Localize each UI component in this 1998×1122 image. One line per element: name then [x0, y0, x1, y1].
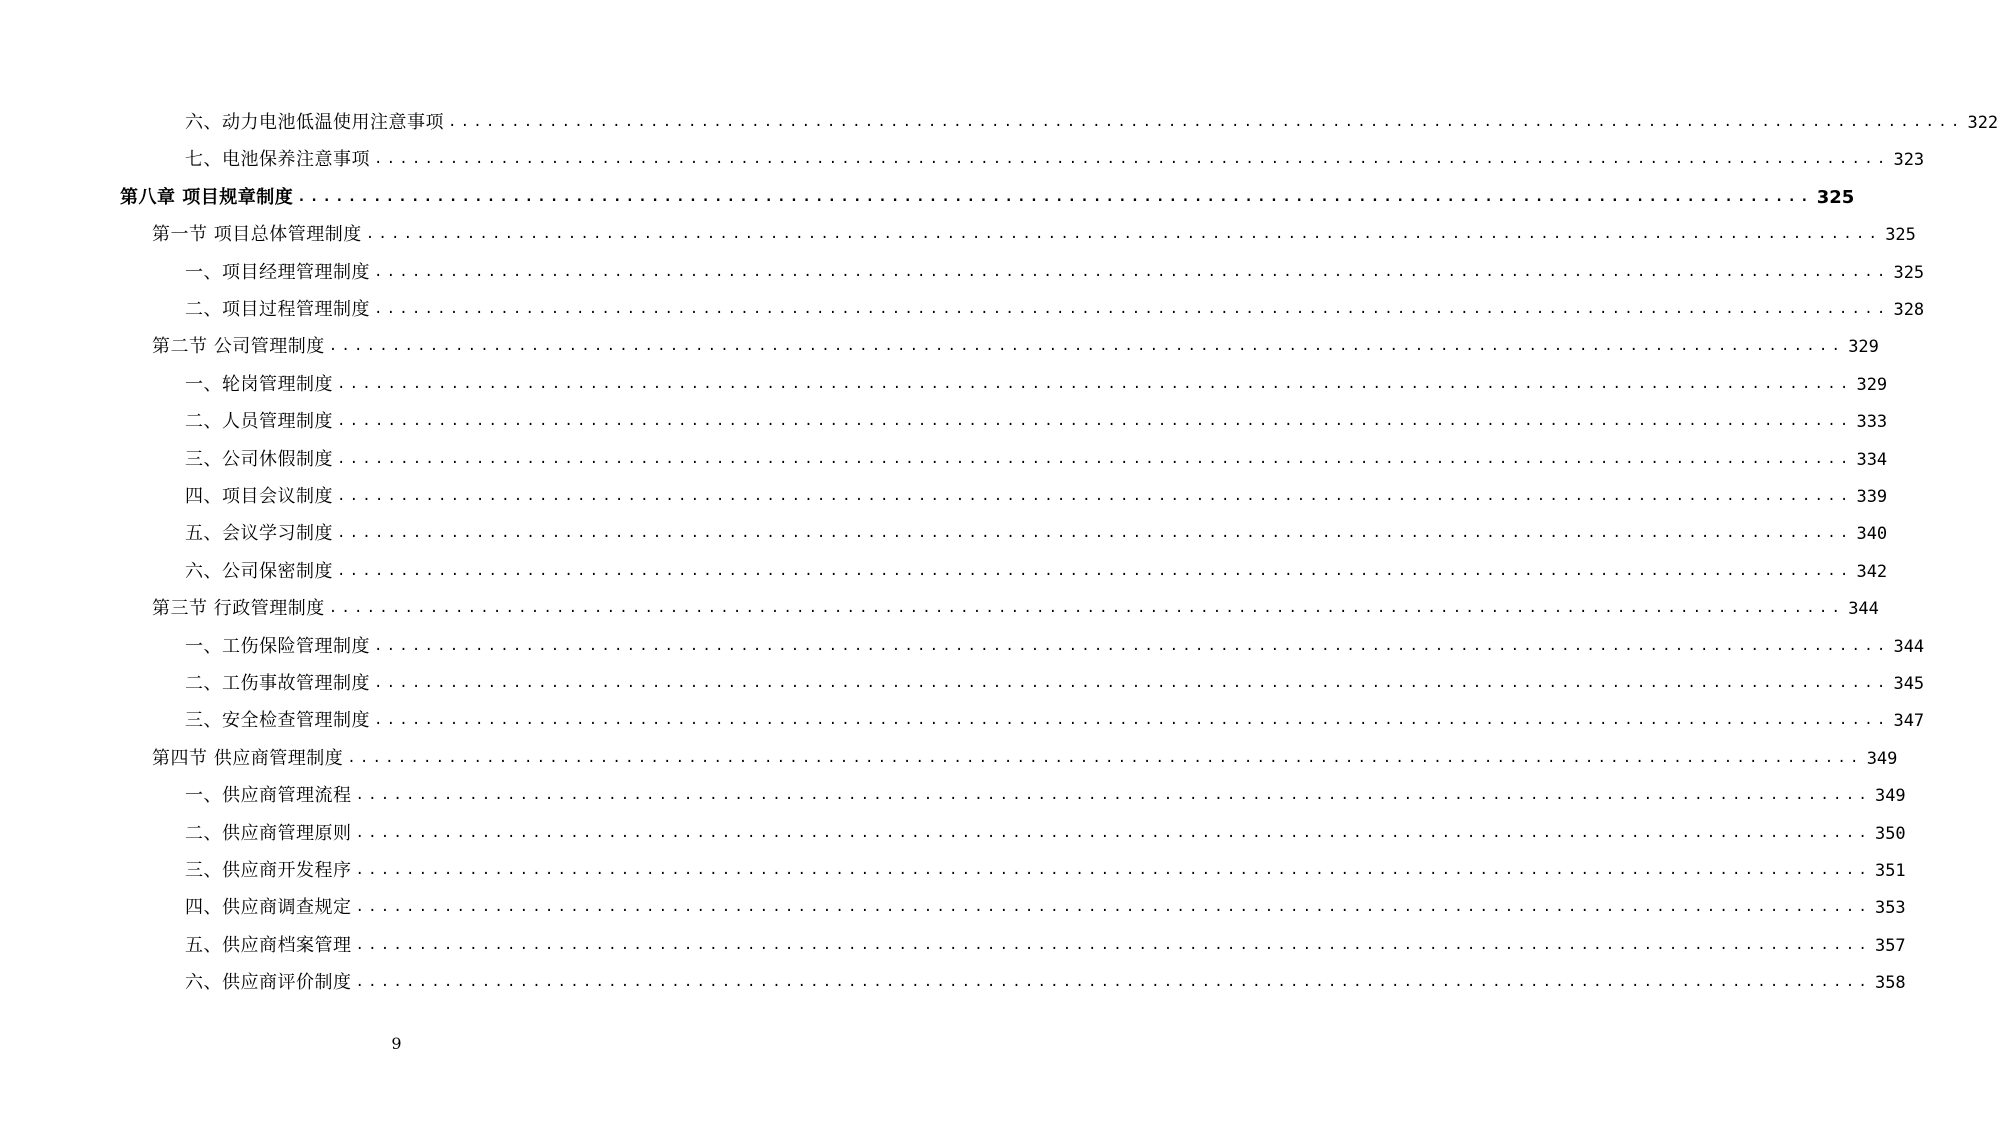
toc-leader-dots: ........................................................................................................................: [297, 188, 1813, 205]
toc-entry-page: 334: [1856, 449, 1888, 470]
toc-entry-page: 353: [1874, 898, 1906, 919]
toc-entry-title: 三、供应商开发程序: [185, 860, 352, 881]
toc-entry-page: 349: [1866, 748, 1898, 769]
toc-entry-title: 五、会议学习制度: [185, 523, 333, 545]
toc-entry-page: 325: [1885, 225, 1916, 246]
toc-entry-title: 六、公司保密制度: [185, 560, 333, 582]
toc-entry-page: 342: [1856, 561, 1888, 582]
toc-entry-title: 四、项目会议制度: [185, 486, 333, 507]
toc-entry[interactable]: [185, 665, 1925, 695]
toc-leader-dots: ........................................................................................................................: [355, 899, 1871, 916]
toc-leader-dots: ........................................................................................................................: [337, 375, 1853, 392]
toc-entry-title: 一、供应商管理流程: [185, 785, 352, 807]
toc-chapter-entry[interactable]: [120, 179, 1855, 209]
toc-leader-dots: ........................................................................................................................: [365, 226, 1882, 243]
toc-entry-page: 325: [1816, 186, 1855, 208]
toc-entry-page: 344: [1848, 599, 1879, 620]
toc-entry[interactable]: [185, 777, 1906, 807]
toc-entry-page: 358: [1874, 973, 1906, 994]
toc-entry-title: 第二节 公司管理制度: [152, 336, 325, 358]
toc-entry-page: 350: [1874, 823, 1906, 844]
toc-leader-dots: ........................................................................................................................: [374, 301, 1890, 317]
toc-leader-dots: ........................................................................................................................: [448, 114, 1964, 130]
toc-entry-title: 第八章 项目规章制度: [120, 186, 294, 208]
toc-section-entry[interactable]: [152, 740, 1898, 770]
toc-entry[interactable]: [185, 889, 1906, 919]
toc-leader-dots: ........................................................................................................................: [355, 787, 1871, 804]
toc-entry[interactable]: [185, 441, 1888, 471]
toc-entry-title: 二、项目过程管理制度: [185, 299, 370, 320]
toc-leader-dots: ........................................................................................................................: [374, 263, 1890, 280]
toc-entry-title: 第四节 供应商管理制度: [152, 747, 344, 769]
toc-entry[interactable]: [185, 702, 1925, 732]
toc-entry[interactable]: [185, 291, 1925, 321]
toc-leader-dots: ........................................................................................................................: [328, 338, 1845, 355]
toc-entry[interactable]: [185, 927, 1906, 957]
toc-entry-page: 325: [1893, 262, 1925, 283]
toc-entry[interactable]: [185, 403, 1888, 433]
toc-entry-page: 344: [1893, 636, 1925, 657]
toc-leader-dots: ........................................................................................................................: [337, 413, 1853, 430]
toc-entry-page: 349: [1874, 786, 1906, 807]
toc-entry-page: 345: [1893, 674, 1925, 694]
toc-entry-title: 二、人员管理制度: [185, 411, 333, 433]
toc-entry-page: 333: [1856, 412, 1888, 433]
toc-leader-dots: ........................................................................................................................: [355, 974, 1871, 991]
toc-entry[interactable]: [185, 104, 1998, 134]
toc-entry-title: 二、供应商管理原则: [185, 822, 352, 844]
toc-entry-title: 一、轮岗管理制度: [185, 373, 333, 395]
toc-entry[interactable]: [185, 815, 1906, 845]
toc-entry-page: 328: [1893, 300, 1925, 320]
toc-entry-page: 329: [1848, 337, 1879, 358]
toc-entry[interactable]: [185, 254, 1925, 284]
toc-leader-dots: ........................................................................................................................: [374, 151, 1890, 168]
toc-entry-title: 第三节 行政管理制度: [152, 598, 325, 620]
toc-leader-dots: ........................................................................................................................: [374, 675, 1890, 691]
toc-entry-title: 一、项目经理管理制度: [185, 261, 370, 283]
page-number: 9: [391, 1034, 402, 1053]
toc-entry-title: 四、供应商调查规定: [185, 897, 352, 919]
toc-leader-dots: ........................................................................................................................: [337, 525, 1853, 542]
toc-leader-dots: ........................................................................................................................: [374, 637, 1890, 654]
toc-leader-dots: ........................................................................................................................: [355, 862, 1871, 878]
toc-leader-dots: ........................................................................................................................: [337, 488, 1853, 504]
toc-entry[interactable]: [185, 141, 1925, 171]
toc-leader-dots: ........................................................................................................................: [337, 450, 1853, 467]
toc-entry[interactable]: [185, 628, 1925, 658]
toc-entry-page: 340: [1856, 524, 1888, 545]
toc-leader-dots: ........................................................................................................................: [337, 562, 1853, 579]
toc-section-entry[interactable]: [152, 328, 1879, 358]
toc-leader-dots: ........................................................................................................................: [355, 824, 1871, 841]
toc-entry-page: 339: [1856, 487, 1888, 507]
toc-entry-page: 357: [1874, 935, 1906, 956]
toc-entry[interactable]: [185, 515, 1888, 545]
toc-entry-title: 三、公司休假制度: [185, 448, 333, 470]
toc-entry-page: 329: [1856, 374, 1888, 395]
toc-entry-title: 二、工伤事故管理制度: [185, 673, 370, 694]
toc-entry-title: 六、动力电池低温使用注意事项: [185, 112, 444, 133]
toc-entry-title: 第一节 项目总体管理制度: [152, 224, 362, 246]
toc-entry[interactable]: [185, 964, 1906, 994]
toc-entry-page: 323: [1893, 150, 1925, 171]
toc-leader-dots: ........................................................................................................................: [374, 712, 1890, 729]
toc-leader-dots: ........................................................................................................................: [347, 749, 1863, 766]
toc-entry-page: 322: [1967, 113, 1998, 133]
toc-entry-title: 六、供应商评价制度: [185, 972, 352, 994]
toc-entry[interactable]: [185, 852, 1906, 882]
toc-entry-title: 三、安全检查管理制度: [185, 710, 370, 732]
toc-entry-title: 五、供应商档案管理: [185, 934, 352, 956]
toc-entry-title: 一、工伤保险管理制度: [185, 635, 370, 657]
toc-entry-page: 351: [1874, 861, 1906, 881]
toc-entry-page: 347: [1893, 711, 1925, 732]
toc-section-entry[interactable]: [152, 590, 1879, 620]
toc-entry-title: 七、电池保养注意事项: [185, 149, 370, 171]
toc-section-entry[interactable]: [152, 216, 1916, 246]
toc-entry[interactable]: [185, 366, 1888, 396]
toc-entry[interactable]: [185, 553, 1888, 583]
toc-leader-dots: ........................................................................................................................: [328, 600, 1845, 617]
toc-leader-dots: ........................................................................................................................: [355, 936, 1871, 953]
toc-entry[interactable]: [185, 478, 1888, 508]
